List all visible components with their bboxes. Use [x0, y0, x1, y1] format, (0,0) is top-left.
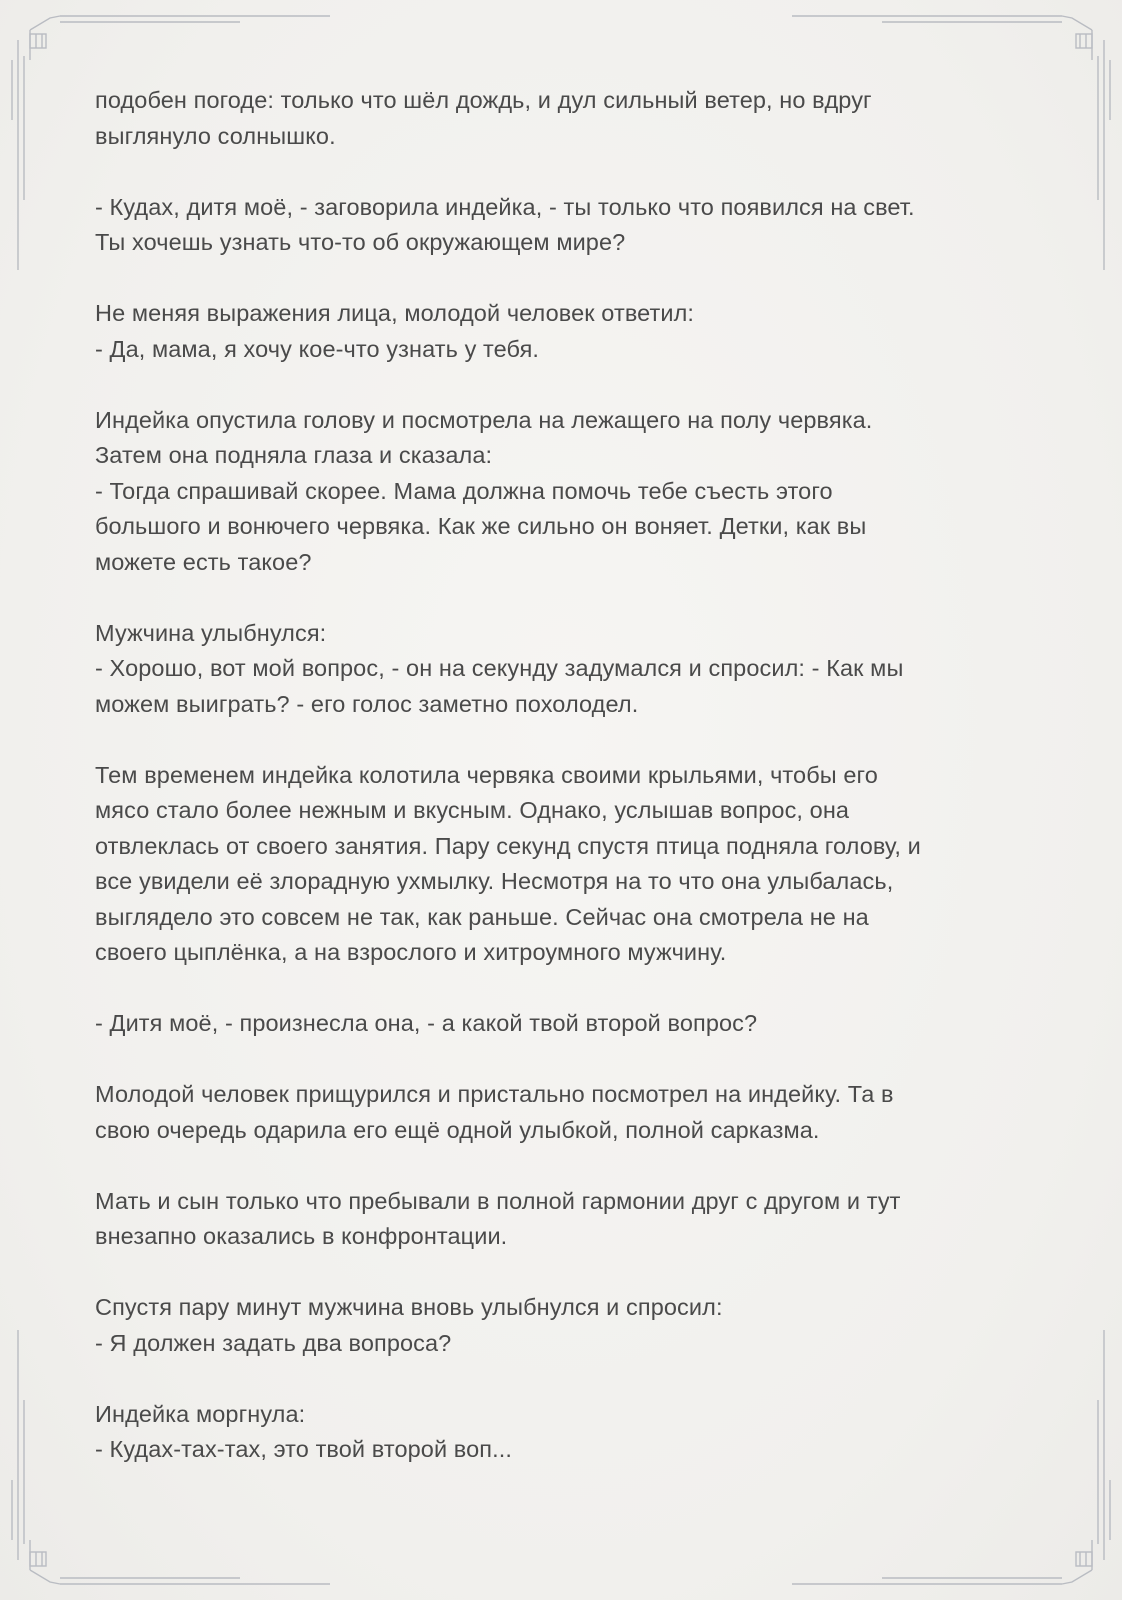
text-line: все увидели её злорадную ухмылку. Несмотря на то что она улыбалась,	[95, 868, 894, 894]
text-line: Мать и сын только что пребывали в полной гармонии друг с другом и тут	[95, 1187, 901, 1214]
paragraph-gap	[95, 722, 1035, 758]
text-line: выглянуло солнышко.	[95, 122, 336, 149]
text-line: отвлеклась от своего занятия. Пару секунд спустя птица подняла голову, и	[95, 832, 921, 859]
text-line: - Дитя моё, - произнесла она, - а какой твой второй вопрос?	[95, 1010, 758, 1036]
text-line: можете есть такое?	[95, 548, 312, 575]
text-line: - Да, мама, я хочу кое-что узнать у тебя.	[95, 335, 540, 362]
text-line: Спустя пару минут мужчина вновь улыбнулся и спросил:	[95, 1294, 723, 1320]
text-line: Индейка опустила голову и посмотрела на лежащего на полу червяка.	[95, 406, 873, 433]
text-line: Тем временем индейка колотила червяка своими крыльями, чтобы его	[95, 761, 878, 788]
text-line: - Кудах, дитя моё, - заговорила индейка, - ты только что появился на свет.	[95, 193, 915, 220]
text-line: Затем она подняла глаза и сказала:	[95, 442, 493, 468]
text-line: большого и вонючего червяка. Как же сильно он воняет. Детки, как вы	[95, 513, 867, 539]
text-line: - Тогда спрашивай скорее. Мама должна помочь тебе съесть этого	[95, 477, 833, 504]
paragraph-gap	[95, 1148, 1035, 1184]
paragraph-gap	[95, 367, 1035, 403]
text-line: можем выиграть? - его голос заметно похолодел.	[95, 690, 639, 717]
paragraph-gap	[95, 971, 1035, 1007]
paragraph-gap	[95, 154, 1035, 190]
paragraph-gap	[95, 580, 1035, 616]
text-line: своего цыплёнка, а на взрослого и хитроумного мужчину.	[95, 939, 727, 965]
text-line: - Кудах-тах-тах, это твой второй воп...	[95, 1436, 513, 1462]
text-line: подобен погоде: только что шёл дождь, и дул сильный ветер, но вдруг	[95, 87, 872, 113]
paragraph-gap	[95, 1361, 1035, 1397]
text-line: - Я должен задать два вопроса?	[95, 1329, 452, 1356]
text-line: Мужчина улыбнулся:	[95, 619, 327, 646]
story-text	[95, 83, 1035, 1468]
text-line: Индейка моргнула:	[95, 1400, 306, 1427]
text-line: выглядело это совсем не так, как раньше. Сейчас она смотрела не на	[95, 903, 869, 930]
paragraph-gap	[95, 1255, 1035, 1291]
text-line: свою очередь одарила его ещё одной улыбкой, полной сарказма.	[95, 1116, 820, 1143]
paragraph-gap	[95, 1042, 1035, 1078]
text-line: Ты хочешь узнать что-то об окружающем мире?	[95, 229, 626, 255]
text-line: Молодой человек прищурился и пристально посмотрел на индейку. Та в	[95, 1081, 894, 1107]
paragraph-gap	[95, 261, 1035, 297]
text-line: мясо стало более нежным и вкусным. Однако, услышав вопрос, она	[95, 797, 850, 823]
text-line: - Хорошо, вот мой вопрос, - он на секунду задумался и спросил: - Как мы	[95, 655, 904, 681]
text-line: Не меняя выражения лица, молодой человек ответил:	[95, 300, 695, 326]
text-line: внезапно оказались в конфронтации.	[95, 1223, 508, 1249]
